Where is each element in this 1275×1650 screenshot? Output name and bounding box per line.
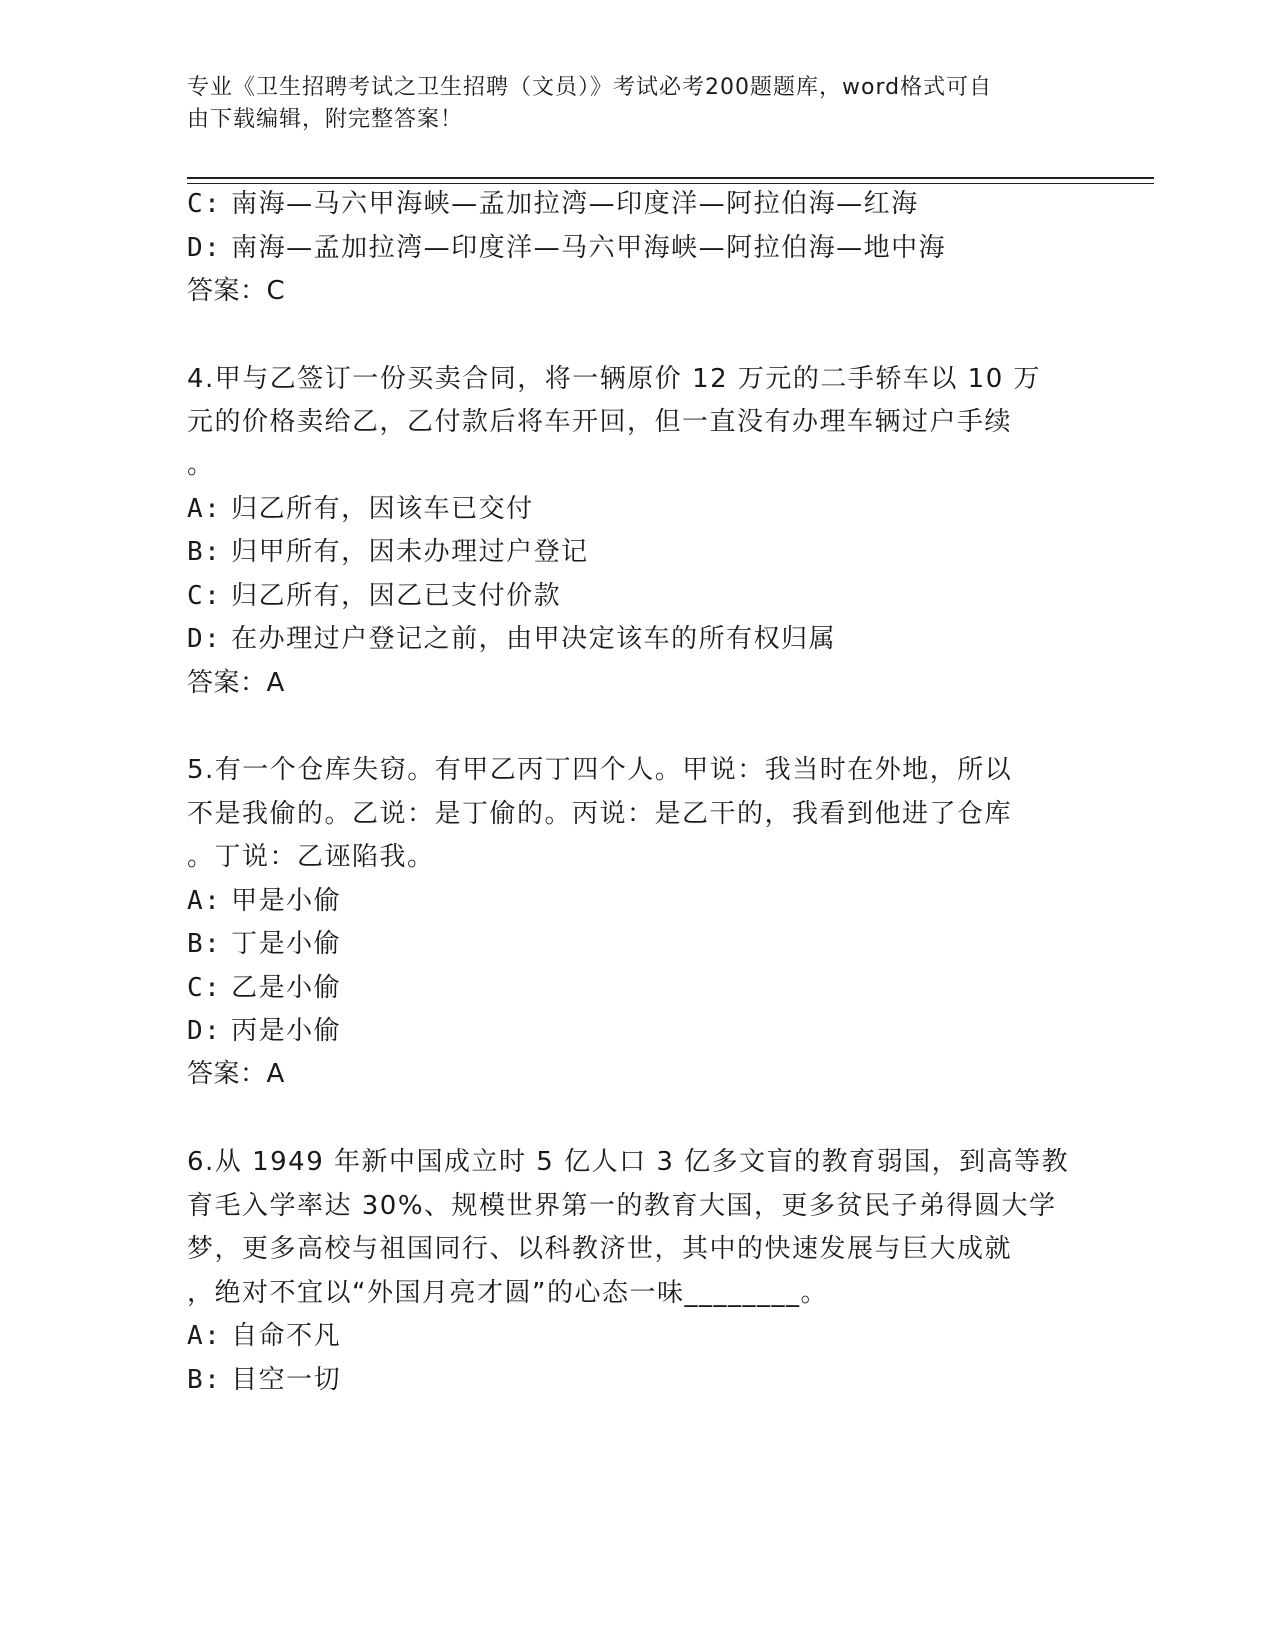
header-line-2: 由下载编辑，附完整答案！ [187, 107, 464, 132]
q4-option-a [187, 492, 534, 526]
option-label: A: [187, 886, 222, 916]
option-label: D: [187, 1016, 222, 1046]
q3-option-d [187, 231, 946, 265]
option-label: C: [187, 973, 222, 1003]
header-line-1: 专业《卫生招聘考试之卫生招聘（文员）》考试必考200题题库，word格式可自 [187, 75, 993, 100]
q5-option-b [187, 927, 341, 961]
option-label: A: [187, 1321, 222, 1351]
q5-option-c [187, 971, 341, 1005]
q3-answer: 答案：C [187, 276, 286, 306]
option-text: 丙是小偷 [231, 1016, 342, 1046]
q4-option-c [187, 579, 561, 613]
q4-stem-line-3: 。 [187, 450, 215, 480]
option-text: 甲是小偷 [231, 886, 342, 916]
q6-stem-line-1: 6.从 1949 年新中国成立时 5 亿人口 3 亿多文盲的教育弱国，到高等教 [187, 1147, 1070, 1177]
option-text: 丁是小偷 [231, 929, 342, 959]
q4-stem-line-1: 4.甲与乙签订一份买卖合同，将一辆原价 12 万元的二手轿车以 10 万 [187, 364, 1042, 394]
q6-stem-line-3: 梦，更多高校与祖国同行、以科教济世，其中的快速发展与巨大成就 [187, 1234, 1013, 1264]
option-label: C: [187, 189, 222, 219]
option-text: 归乙所有，因该车已交付 [231, 494, 534, 524]
option-text: 目空一切 [231, 1365, 342, 1395]
option-label: B: [187, 537, 222, 567]
option-text: 南海—孟加拉湾—印度洋—马六甲海峡—阿拉伯海—地中海 [231, 233, 947, 263]
q5-option-d [187, 1014, 341, 1048]
option-text: 南海—马六甲海峡—孟加拉湾—印度洋—阿拉伯海—红海 [231, 189, 919, 219]
q4-option-d [187, 622, 836, 656]
option-label: A: [187, 494, 222, 524]
q5-stem-line-2: 不是我偷的。乙说：是丁偷的。丙说：是乙干的，我看到他进了仓库 [187, 799, 1013, 829]
q5-stem-line-1: 5.有一个仓库失窃。有甲乙丙丁四个人。甲说：我当时在外地，所以 [187, 755, 1013, 785]
q4-answer: 答案：A [187, 668, 285, 698]
q6-stem-line-2: 育毛入学率达 30%、规模世界第一的教育大国，更多贫民子弟得圆大学 [187, 1191, 1057, 1221]
q6-option-b [187, 1363, 341, 1397]
q5-stem-line-3: 。丁说：乙诬陷我。 [187, 842, 435, 872]
q3-option-c [187, 187, 919, 221]
option-text: 乙是小偷 [231, 973, 342, 1003]
option-text: 归甲所有，因未办理过户登记 [231, 537, 589, 567]
option-label: B: [187, 929, 222, 959]
q5-answer: 答案：A [187, 1059, 285, 1089]
option-label: D: [187, 233, 222, 263]
option-text: 在办理过户登记之前，由甲决定该车的所有权归属 [231, 624, 837, 654]
option-text: 归乙所有，因乙已支付价款 [231, 581, 562, 611]
option-text: 自命不凡 [231, 1321, 342, 1351]
q4-stem-line-2: 元的价格卖给乙，乙付款后将车开回，但一直没有办理车辆过户手续 [187, 407, 1013, 437]
option-label: D: [187, 624, 222, 654]
option-label: C: [187, 581, 222, 611]
q6-stem-line-4: ，绝对不宜以“外国月亮才圆”的心态一味________。 [187, 1278, 828, 1308]
q5-option-a [187, 884, 341, 918]
header-divider-thick [187, 177, 1154, 179]
header-divider-thin [187, 183, 1154, 184]
document-header [187, 72, 1087, 136]
q4-option-b [187, 535, 589, 569]
option-label: B: [187, 1365, 222, 1395]
q6-option-a [187, 1319, 341, 1353]
